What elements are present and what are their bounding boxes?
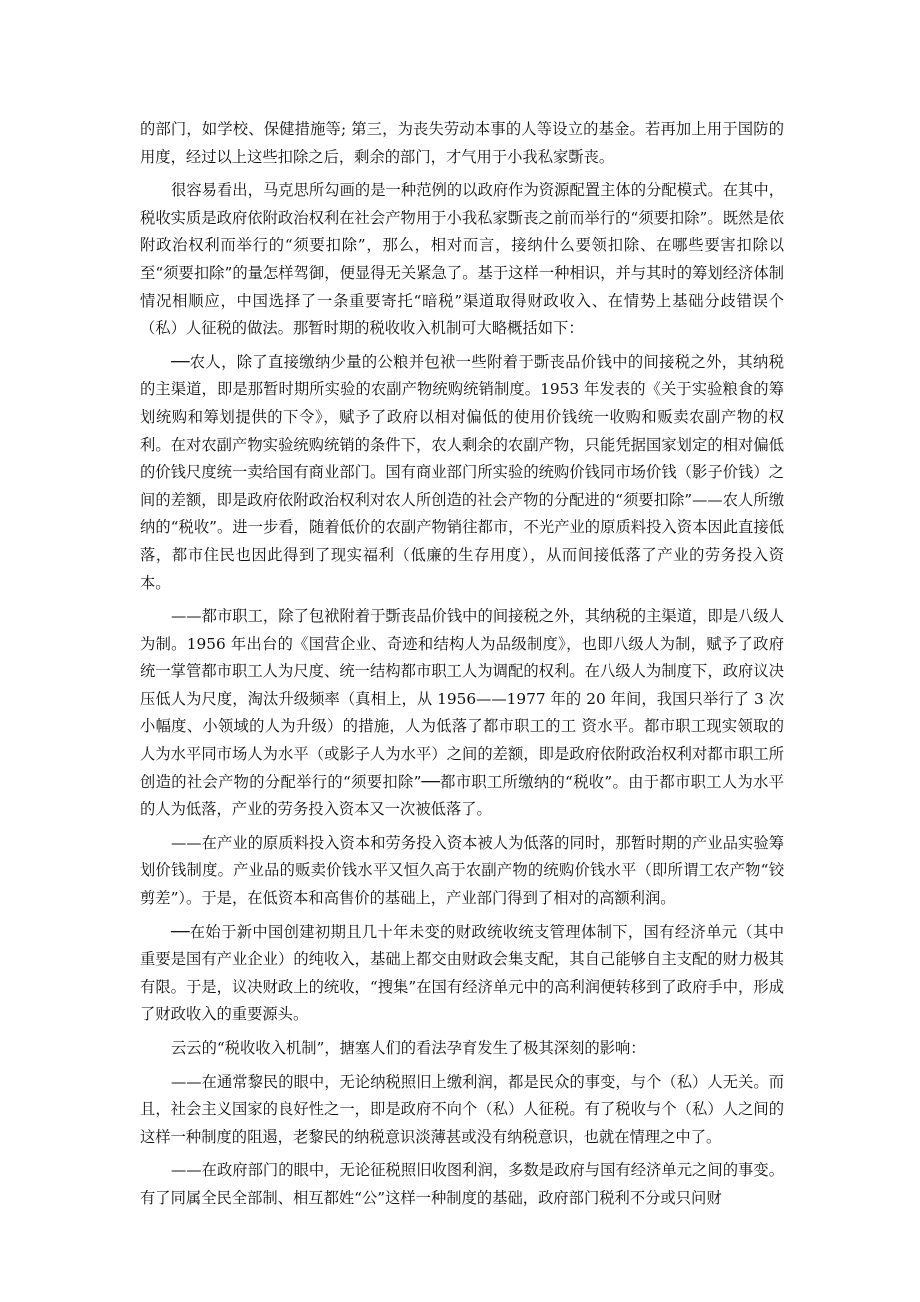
paragraph-4: ——都市职工，除了包袱附着于斲丧品价钱中的间接税之外，其纳税的主渠道，即是八级人为制。1956 年出台的《国营企业、奇迹和结构人为品级制度》，也即八级人为制，赋予了政府统一掌管都市职工人为尺度、统一结构都市职工人为调配的权利。在八级人为制度下，政府议决压低人为尺度，淘汰升级频率（真相上，从 1956——1977 年的 20 年间，我国只举行了 3 次小幅度、小领域的人为升级）的措施，人为低落了都市职工的工 资水平。都市职工现实领取的人为水平同市场人为水平（或影子人为水平）之间的差额，即是政府依附政治权利对都市职工所创造的社会产物的分配举行的“须要扣除”──都市职工所缴纳的“税收”。由于都市职工人为水平的人为低落，产业的劳务投入资本又一次被低落了。 (140, 607, 784, 819)
paragraph-1: 的部门，如学校、保健措施等; 第三，为丧失劳动本事的人等设立的基金。若再加上用于国防的用度，经过以上这些扣除之后，剩余的部门，才气用于小我私家斲丧。 (140, 120, 784, 166)
paragraph-3: ──农人，除了直接缴纳少量的公粮并包袱一些附着于斲丧品价钱中的间接税之外，其纳税的主渠道，即是那暂时期所实验的农副产物统购统销制度。1953 年发表的《关于实验粮食的筹划统购和筹划提供的下令》，赋予了政府以相对偏低的使用价钱统一收购和贩卖农副产物的权利。在对农副产物实验统购统销的条件下，农人剩余的农副产物，只能凭据国家划定的相对偏低的价钱尺度统一卖给国有商业部门。国有商业部门所实验的统购价钱同市场价钱（影子价钱）之间的差额，即是政府依附政治权利对农人所创造的社会产物的分配进的“须要扣除”——农人所缴纳的“税收”。进一步看，随着低价的农副产物销往都市，不光产业的原质料投入资本因此直接低落，都市住民也因此得到了现实福利（低廉的生存用度），从而间接低落了产业的劳务投入资本。 (140, 352, 784, 592)
paragraph-2: 很容易看出，马克思所勾画的是一种范例的以政府作为资源配置主体的分配模式。在其中，税收实质是政府依附政治权利在社会产物用于小我私家斲丧之前而举行的“须要扣除”。既然是依附政治权利而举行的“须要扣除”，那么，相对而言，接纳什么要领扣除、在哪些要害扣除以至“须要扣除”的量怎样驾御，便显得无关紧急了。基于这样一种相识，并与其时的筹划经济体制情况相顺应，中国选择了一条重要寄托“暗税”渠道取得财政收入、在情势上基础分歧错误个（私）人征税的做法。那暂时期的税收收入机制可大略概括如下： (140, 181, 784, 338)
paragraph-8: ——在通常黎民的眼中，无论纳税照旧上缴利润，都是民众的事变，与个（私）人无关。而且，社会主义国家的良好性之一，即是政府不向个（私）人征税。有了税收与个（私）人之间的这样一种制度的阻遏，老黎民的纳税意识淡薄甚或没有纳税意识，也就在情理之中了。 (140, 1072, 784, 1146)
paragraph-5: ——在产业的原质料投入资本和劳务投入资本被人为低落的同时，那暂时期的产业品实验筹划价钱制度。产业品的贩卖价钱水平又恒久高于农副产物的统购价钱水平（即所谓工农产物“铰剪差”）。于是，在低资本和高售价的基础上，产业部门得到了相对的高额利润。 (140, 833, 784, 908)
paragraph-9: ——在政府部门的眼中，无论征税照旧收图利润，多数是政府与国有经济单元之间的事变。有了同属全民全部制、相互都姓“公”这样一种制度的基础，政府部门税利不分或只问财 (140, 1161, 784, 1207)
paragraph-6: ──在始于新中国创建初期且几十年未变的财政统收统支管理体制下，国有经济单元（其中重要是国有产业企业）的纯收入，基础上都交由财政会集支配，其自己能够自主支配的财力极其有限。于是，议决财政上的统收，“搜集”在国有经济单元中的高利润便转移到了政府手中，形成了财政收入的重要源头。 (140, 922, 784, 1024)
body-text (140, 116, 784, 1219)
paragraph-7: 云云的“税收收入机制”，搪塞人们的看法孕育发生了极其深刻的影响： (171, 1039, 646, 1057)
